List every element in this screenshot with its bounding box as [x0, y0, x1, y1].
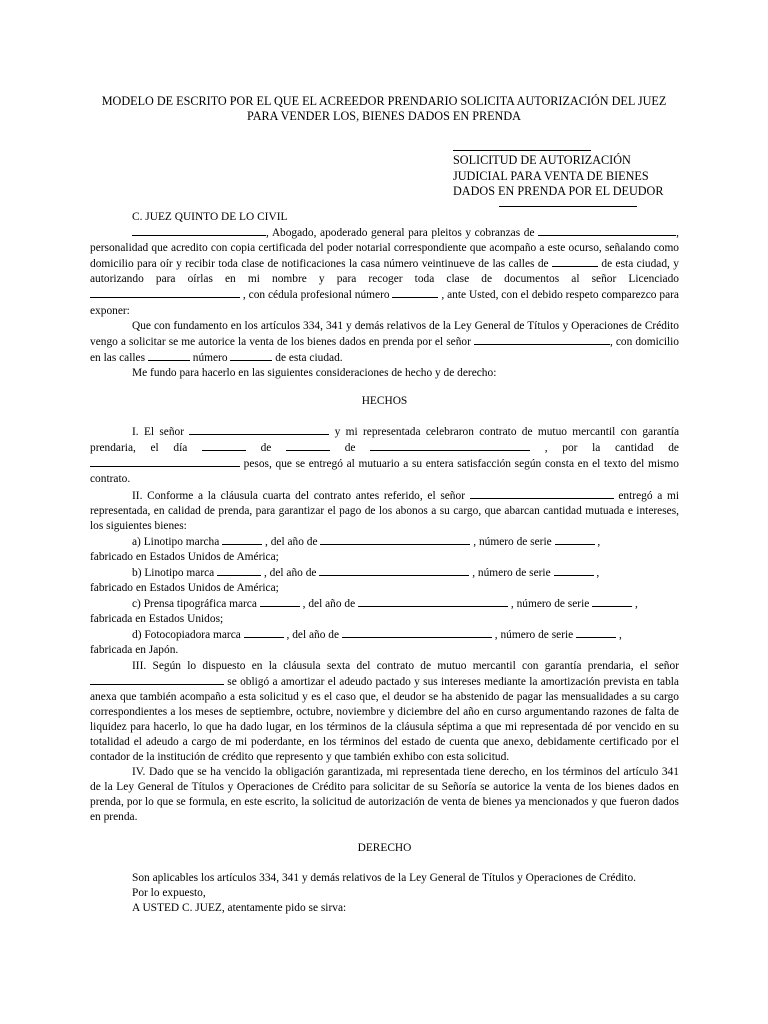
blank-fact1-day	[202, 440, 246, 451]
blank-item-c-serial	[592, 596, 632, 607]
blank-fact1-month	[286, 440, 330, 451]
document-body	[90, 210, 679, 916]
blank-item-a-serial	[555, 534, 595, 545]
fact-2: II. Conforme a la cláusula cuarta del contrato antes referido, el señor entregó a mi representada, en calidad de prenda, para garantizar el pago de los abonos a su cargo, que abarcan cantidad mutuada e intereses, los siguientes bienes:	[90, 489, 679, 532]
closing-line-2: A USTED C. JUEZ, atentamente pido se sirva:	[132, 901, 347, 914]
blank-item-b-year	[319, 565, 469, 576]
item-c: c) Prensa tipográfica marca , del año de , número de serie ,	[132, 598, 638, 611]
blank-fact1-amount	[90, 456, 240, 467]
subject-line-2: JUDICIAL PARA VENTA DE BIENES	[453, 168, 649, 183]
blank-debtor-street	[148, 350, 190, 361]
blank-fact2-name	[470, 488, 614, 499]
subject-line-1: SOLICITUD DE AUTORIZACIÓN	[453, 153, 631, 167]
blank-item-c-brand	[260, 596, 300, 607]
fact-3: III. Según lo dispuesto en la cláusula sexta del contrato de mutuo mercantil con garantía prendaria, el señor se obligó a amortizar el adeudo pactado y sus intereses mediante la amortización prevista en tabla anexa que también acompaño a esta solicitud y es el caso que, el deudor se ha abstenido de pagar las mensualidades a su cargo correspondientes a los meses de septiembre, octubre, noviembre y diciembre del año en curso argumentando razones de falta de liquidez para hacerlo, lo que ha dado lugar, en los términos de la cláusula séptima a que mi representada dé por vencido en su totalidad el adeudo a cargo de mi poderdante, en los términos del estado de cuenta que anexo, debidamente certificado por el contador de la institución de crédito que represento y que también exhibo con esta solicitud.	[90, 659, 679, 764]
law-paragraph: Son aplicables los artículos 334, 341 y demás relativos de la Ley General de Títulos y Operaciones de Crédito.	[132, 871, 637, 884]
grounds-paragraph: Me fundo para hacerlo en las siguientes consideraciones de hecho y de derecho:	[132, 366, 497, 379]
fact-4: IV. Dado que se ha vencido la obligación garantizada, mi representada tiene derecho, en los términos del artículo 341 de la Ley General de Títulos y Operaciones de Crédito para solicitar de su Señoría se autorice la venta de los bienes dados en prenda, por lo que se formula, en este escrito, la solicitud de autorización de venta de bienes ya mencionados y que fueron dados en prenda.	[90, 766, 679, 824]
blank-item-c-year	[358, 596, 508, 607]
document-title	[60, 94, 708, 124]
subject-line-3: DADOS EN PRENDA POR EL DEUDOR	[453, 184, 664, 198]
blank-attorney-name	[132, 225, 266, 236]
blank-client-name	[538, 225, 676, 236]
subject-rule-bottom	[499, 200, 637, 207]
title-line-1: MODELO DE ESCRITO POR EL QUE EL ACREEDOR PRENDARIO SOLICITA AUTORIZACIÓN DEL JUEZ	[101, 94, 667, 108]
item-a: a) Linotipo marcha , del año de , número de serie ,	[132, 535, 601, 548]
blank-fact1-name	[189, 424, 329, 435]
item-c-origin: fabricada en Estados Unidos;	[90, 613, 224, 626]
blank-item-a-year	[320, 534, 470, 545]
title-line-2: PARA VENDER LOS, BIENES DADOS EN PRENDA	[247, 109, 521, 123]
fact-1: I. El señor y mi representada celebraron contrato de mutuo mercantil con garantía prendaria, el día de de , por la cantidad de pesos, que se entregó al mutuario a su entera satisfacción según consta en el texto del mismo contrato.	[90, 426, 680, 486]
blank-street	[552, 256, 598, 267]
blank-item-d-serial	[576, 627, 616, 638]
blank-item-d-brand	[244, 627, 284, 638]
blank-item-b-brand	[217, 565, 261, 576]
derecho-heading: DERECHO	[357, 841, 412, 854]
addressee: C. JUEZ QUINTO DE LO CIVIL	[132, 211, 288, 223]
item-a-origin: fabricado en Estados Unidos de América;	[90, 550, 279, 563]
hechos-heading: HECHOS	[361, 395, 408, 408]
blank-item-b-serial	[554, 565, 594, 576]
request-paragraph: Que con fundamento en los artículos 334, 341 y demás relativos de la Ley General de Títulos y Operaciones de Crédito vengo a solicitar se me autorice la venta de los bienes dados en prenda por el señor , con domicilio en las calles número de esta ciudad.	[90, 319, 680, 364]
blank-cedula	[392, 287, 438, 298]
intro-paragraph: , Abogado, apoderado general para pleitos y cobranzas de , personalidad que acredito con copia certificada del poder notarial correspondiente que acompaño a este ocurso, señalando como domicilio para oír y recibir toda clase de notificaciones la casa número veintinueve de las calles de de esta ciudad, y autorizando para oírlas en mi nombre y para recoger toda clase de documentos al señor Licenciado , con cédula profesional número , ante Usted, con el debido respeto comparezco para exponer:	[90, 227, 679, 317]
blank-debtor-name	[474, 334, 610, 345]
blank-fact3-name	[90, 674, 224, 685]
blank-fact1-year	[370, 440, 530, 451]
closing-line-1: Por lo expuesto,	[132, 886, 206, 899]
blank-debtor-number	[230, 350, 272, 361]
item-d-origin: fabricada en Japón.	[90, 644, 179, 657]
subject-block	[453, 140, 683, 207]
blank-item-a-brand	[222, 534, 262, 545]
item-b-origin: fabricado en Estados Unidos de América;	[90, 582, 279, 595]
blank-item-d-year	[342, 627, 492, 638]
item-b: b) Linotipo marca , del año de , número de serie ,	[132, 566, 600, 579]
subject-rule-top	[453, 140, 591, 151]
item-d: d) Fotocopiadora marca , del año de , número de serie ,	[132, 629, 622, 642]
blank-licenciado	[90, 287, 240, 298]
